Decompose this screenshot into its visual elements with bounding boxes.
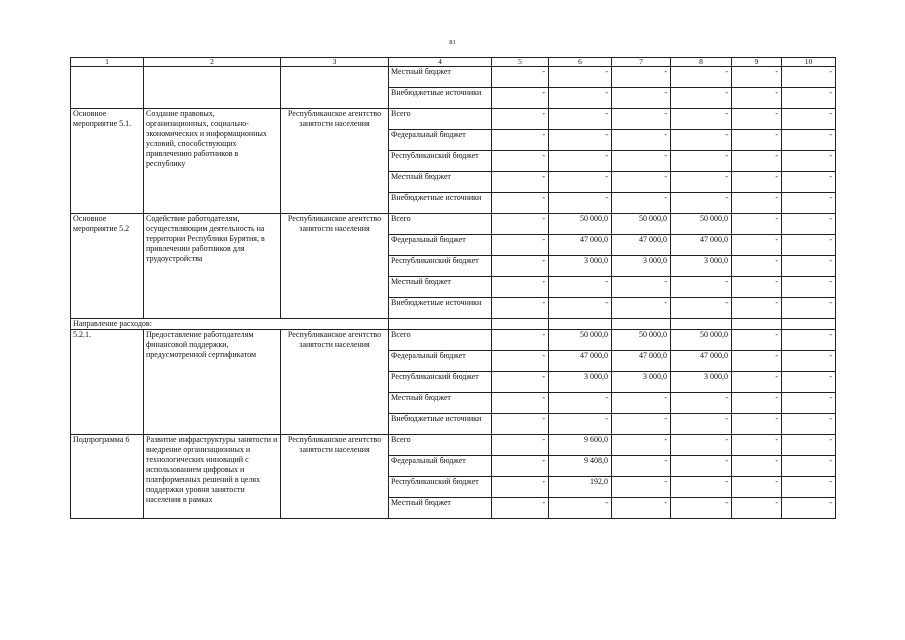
value-cell: - xyxy=(612,277,671,298)
value-cell: - xyxy=(782,351,836,372)
table-row xyxy=(71,330,836,351)
value-cell: 3 000,0 xyxy=(671,372,732,393)
budget-table xyxy=(70,57,836,519)
value-cell: - xyxy=(732,67,782,88)
value-cell: - xyxy=(732,214,782,235)
header-cell: 1 xyxy=(71,58,144,67)
header-cell: 5 xyxy=(492,58,549,67)
value-cell: - xyxy=(782,67,836,88)
value-cell: - xyxy=(492,151,549,172)
value-cell: - xyxy=(671,88,732,109)
value-cell: - xyxy=(782,235,836,256)
header-cell: 7 xyxy=(612,58,671,67)
value-cell: - xyxy=(671,151,732,172)
value-cell: - xyxy=(492,498,549,519)
source-label: Местный бюджет xyxy=(389,277,492,298)
code-cell xyxy=(71,67,144,109)
value-cell: 50 000,0 xyxy=(549,330,612,351)
table-row xyxy=(71,67,836,88)
value-cell: - xyxy=(732,277,782,298)
source-label: Всего xyxy=(389,330,492,351)
value-cell: - xyxy=(612,393,671,414)
value-cell: - xyxy=(782,172,836,193)
value-cell: - xyxy=(782,151,836,172)
table-row xyxy=(71,109,836,130)
source-label: Федеральный бюджет xyxy=(389,456,492,477)
value-cell: - xyxy=(549,298,612,319)
value-cell: - xyxy=(612,193,671,214)
value-cell: - xyxy=(549,67,612,88)
value-cell: - xyxy=(492,88,549,109)
source-label: Федеральный бюджет xyxy=(389,130,492,151)
value-cell: - xyxy=(492,372,549,393)
value-cell: 50 000,0 xyxy=(671,330,732,351)
value-cell: 47 000,0 xyxy=(612,351,671,372)
value-cell: - xyxy=(732,330,782,351)
value-cell: - xyxy=(782,330,836,351)
empty-cell xyxy=(732,319,782,330)
source-label: Внебюджетные источники xyxy=(389,414,492,435)
value-cell: - xyxy=(782,372,836,393)
executor-cell: Республиканское агентство занятости населения xyxy=(281,214,389,319)
value-cell: 47 000,0 xyxy=(549,351,612,372)
value-cell: - xyxy=(612,88,671,109)
value-cell: 47 000,0 xyxy=(549,235,612,256)
empty-cell xyxy=(492,319,549,330)
value-cell: - xyxy=(612,477,671,498)
value-cell: - xyxy=(492,477,549,498)
code-cell: 5.2.1. xyxy=(71,330,144,435)
value-cell: - xyxy=(492,330,549,351)
value-cell: - xyxy=(549,414,612,435)
source-label: Республиканский бюджет xyxy=(389,256,492,277)
value-cell: - xyxy=(782,256,836,277)
value-cell: - xyxy=(492,393,549,414)
page-number: 81 xyxy=(449,39,456,46)
value-cell: - xyxy=(492,351,549,372)
value-cell: - xyxy=(671,277,732,298)
source-label: Республиканский бюджет xyxy=(389,372,492,393)
executor-cell: Республиканское агентство занятости населения xyxy=(281,109,389,214)
value-cell: - xyxy=(732,498,782,519)
value-cell: - xyxy=(549,393,612,414)
value-cell: - xyxy=(782,130,836,151)
source-label: Всего xyxy=(389,109,492,130)
direction-row xyxy=(71,319,836,330)
value-cell: - xyxy=(732,372,782,393)
value-cell: - xyxy=(732,414,782,435)
value-cell: 50 000,0 xyxy=(612,330,671,351)
empty-cell xyxy=(671,319,732,330)
source-label: Местный бюджет xyxy=(389,172,492,193)
value-cell: - xyxy=(782,88,836,109)
value-cell: - xyxy=(612,298,671,319)
value-cell: - xyxy=(549,498,612,519)
value-cell: 3 000,0 xyxy=(549,372,612,393)
code-cell: Основное мероприятие 5.2 xyxy=(71,214,144,319)
value-cell: - xyxy=(671,435,732,456)
name-cell: Содействие работодателям, осуществляющим деятельность на территории Республики Бурятия, в привлечении работников для трудоустройства xyxy=(144,214,281,319)
value-cell: - xyxy=(612,414,671,435)
value-cell: - xyxy=(612,456,671,477)
source-label: Федеральный бюджет xyxy=(389,235,492,256)
name-cell: Создание правовых, организационных, социально-экономических и информационных условий, способствующих привлечению работников в республику xyxy=(144,109,281,214)
value-cell: - xyxy=(612,109,671,130)
source-label: Местный бюджет xyxy=(389,393,492,414)
source-label: Всего xyxy=(389,214,492,235)
value-cell: - xyxy=(492,109,549,130)
value-cell: - xyxy=(492,130,549,151)
value-cell: - xyxy=(671,477,732,498)
value-cell: 50 000,0 xyxy=(671,214,732,235)
source-label: Федеральный бюджет xyxy=(389,351,492,372)
executor-cell: Республиканское агентство занятости населения xyxy=(281,435,389,519)
value-cell: - xyxy=(492,277,549,298)
value-cell: - xyxy=(732,477,782,498)
source-label: Внебюджетные источники xyxy=(389,298,492,319)
value-cell: - xyxy=(732,256,782,277)
code-cell: Основное мероприятие 5.1. xyxy=(71,109,144,214)
executor-cell xyxy=(281,67,389,109)
value-cell: - xyxy=(492,193,549,214)
code-cell: Подпрограмма 6 xyxy=(71,435,144,519)
value-cell: - xyxy=(782,498,836,519)
value-cell: - xyxy=(671,456,732,477)
source-label: Республиканский бюджет xyxy=(389,477,492,498)
value-cell: - xyxy=(549,151,612,172)
value-cell: - xyxy=(732,193,782,214)
value-cell: - xyxy=(782,109,836,130)
value-cell: 9 600,0 xyxy=(549,435,612,456)
value-cell: 3 000,0 xyxy=(612,372,671,393)
value-cell: - xyxy=(671,414,732,435)
empty-cell xyxy=(549,319,612,330)
value-cell: - xyxy=(612,172,671,193)
value-cell: - xyxy=(732,151,782,172)
value-cell: - xyxy=(612,130,671,151)
value-cell: - xyxy=(492,67,549,88)
value-cell: 9 408,0 xyxy=(549,456,612,477)
direction-label: Направление расходов: xyxy=(71,319,389,330)
value-cell: - xyxy=(732,435,782,456)
source-label: Республиканский бюджет xyxy=(389,151,492,172)
value-cell: - xyxy=(782,393,836,414)
empty-cell xyxy=(389,319,492,330)
name-cell: Предоставление работодателям финансовой поддержки, предусмотренной сертификатом xyxy=(144,330,281,435)
header-cell: 4 xyxy=(389,58,492,67)
value-cell: - xyxy=(492,456,549,477)
header-cell: 6 xyxy=(549,58,612,67)
value-cell: - xyxy=(549,277,612,298)
value-cell: - xyxy=(732,172,782,193)
value-cell: - xyxy=(671,498,732,519)
value-cell: - xyxy=(492,298,549,319)
value-cell: - xyxy=(492,172,549,193)
source-label: Местный бюджет xyxy=(389,67,492,88)
value-cell: - xyxy=(549,193,612,214)
value-cell: - xyxy=(492,235,549,256)
value-cell: - xyxy=(732,351,782,372)
value-cell: - xyxy=(492,435,549,456)
value-cell: - xyxy=(671,193,732,214)
table-row xyxy=(71,214,836,235)
value-cell: - xyxy=(549,172,612,193)
value-cell: - xyxy=(732,88,782,109)
value-cell: - xyxy=(671,67,732,88)
value-cell: - xyxy=(782,414,836,435)
value-cell: - xyxy=(671,172,732,193)
header-cell: 2 xyxy=(144,58,281,67)
value-cell: - xyxy=(549,109,612,130)
name-cell: Развитие инфраструктуры занятости и внедрение организационных и технологических инноваций с использованием цифровых и платформенных решений в целях поддержки уровня занятости населения в рамках xyxy=(144,435,281,519)
value-cell: - xyxy=(732,130,782,151)
value-cell: 3 000,0 xyxy=(612,256,671,277)
table-header-row xyxy=(71,58,836,67)
value-cell: - xyxy=(782,435,836,456)
empty-cell xyxy=(782,319,836,330)
value-cell: - xyxy=(671,298,732,319)
value-cell: - xyxy=(671,109,732,130)
header-cell: 9 xyxy=(732,58,782,67)
value-cell: 47 000,0 xyxy=(671,235,732,256)
value-cell: - xyxy=(782,298,836,319)
value-cell: 47 000,0 xyxy=(612,235,671,256)
value-cell: 50 000,0 xyxy=(612,214,671,235)
value-cell: - xyxy=(612,498,671,519)
table-row xyxy=(71,435,836,456)
source-label: Внебюджетные источники xyxy=(389,88,492,109)
executor-cell: Республиканское агентство занятости населения xyxy=(281,330,389,435)
value-cell: 192,0 xyxy=(549,477,612,498)
value-cell: 47 000,0 xyxy=(671,351,732,372)
source-label: Внебюджетные источники xyxy=(389,193,492,214)
value-cell: 3 000,0 xyxy=(549,256,612,277)
value-cell: - xyxy=(732,298,782,319)
value-cell: - xyxy=(492,256,549,277)
value-cell: - xyxy=(671,393,732,414)
value-cell: - xyxy=(612,67,671,88)
value-cell: - xyxy=(732,235,782,256)
value-cell: 50 000,0 xyxy=(549,214,612,235)
header-cell: 8 xyxy=(671,58,732,67)
value-cell: - xyxy=(782,277,836,298)
value-cell: - xyxy=(612,435,671,456)
source-label: Местный бюджет xyxy=(389,498,492,519)
value-cell: - xyxy=(782,477,836,498)
value-cell: - xyxy=(612,151,671,172)
value-cell: - xyxy=(549,130,612,151)
value-cell: - xyxy=(782,214,836,235)
value-cell: - xyxy=(782,456,836,477)
value-cell: - xyxy=(671,130,732,151)
value-cell: - xyxy=(492,414,549,435)
value-cell: - xyxy=(782,193,836,214)
header-cell: 10 xyxy=(782,58,836,67)
name-cell xyxy=(144,67,281,109)
value-cell: - xyxy=(492,214,549,235)
source-label: Всего xyxy=(389,435,492,456)
header-cell: 3 xyxy=(281,58,389,67)
value-cell: - xyxy=(732,456,782,477)
value-cell: - xyxy=(732,109,782,130)
empty-cell xyxy=(612,319,671,330)
value-cell: - xyxy=(549,88,612,109)
value-cell: - xyxy=(732,393,782,414)
value-cell: 3 000,0 xyxy=(671,256,732,277)
